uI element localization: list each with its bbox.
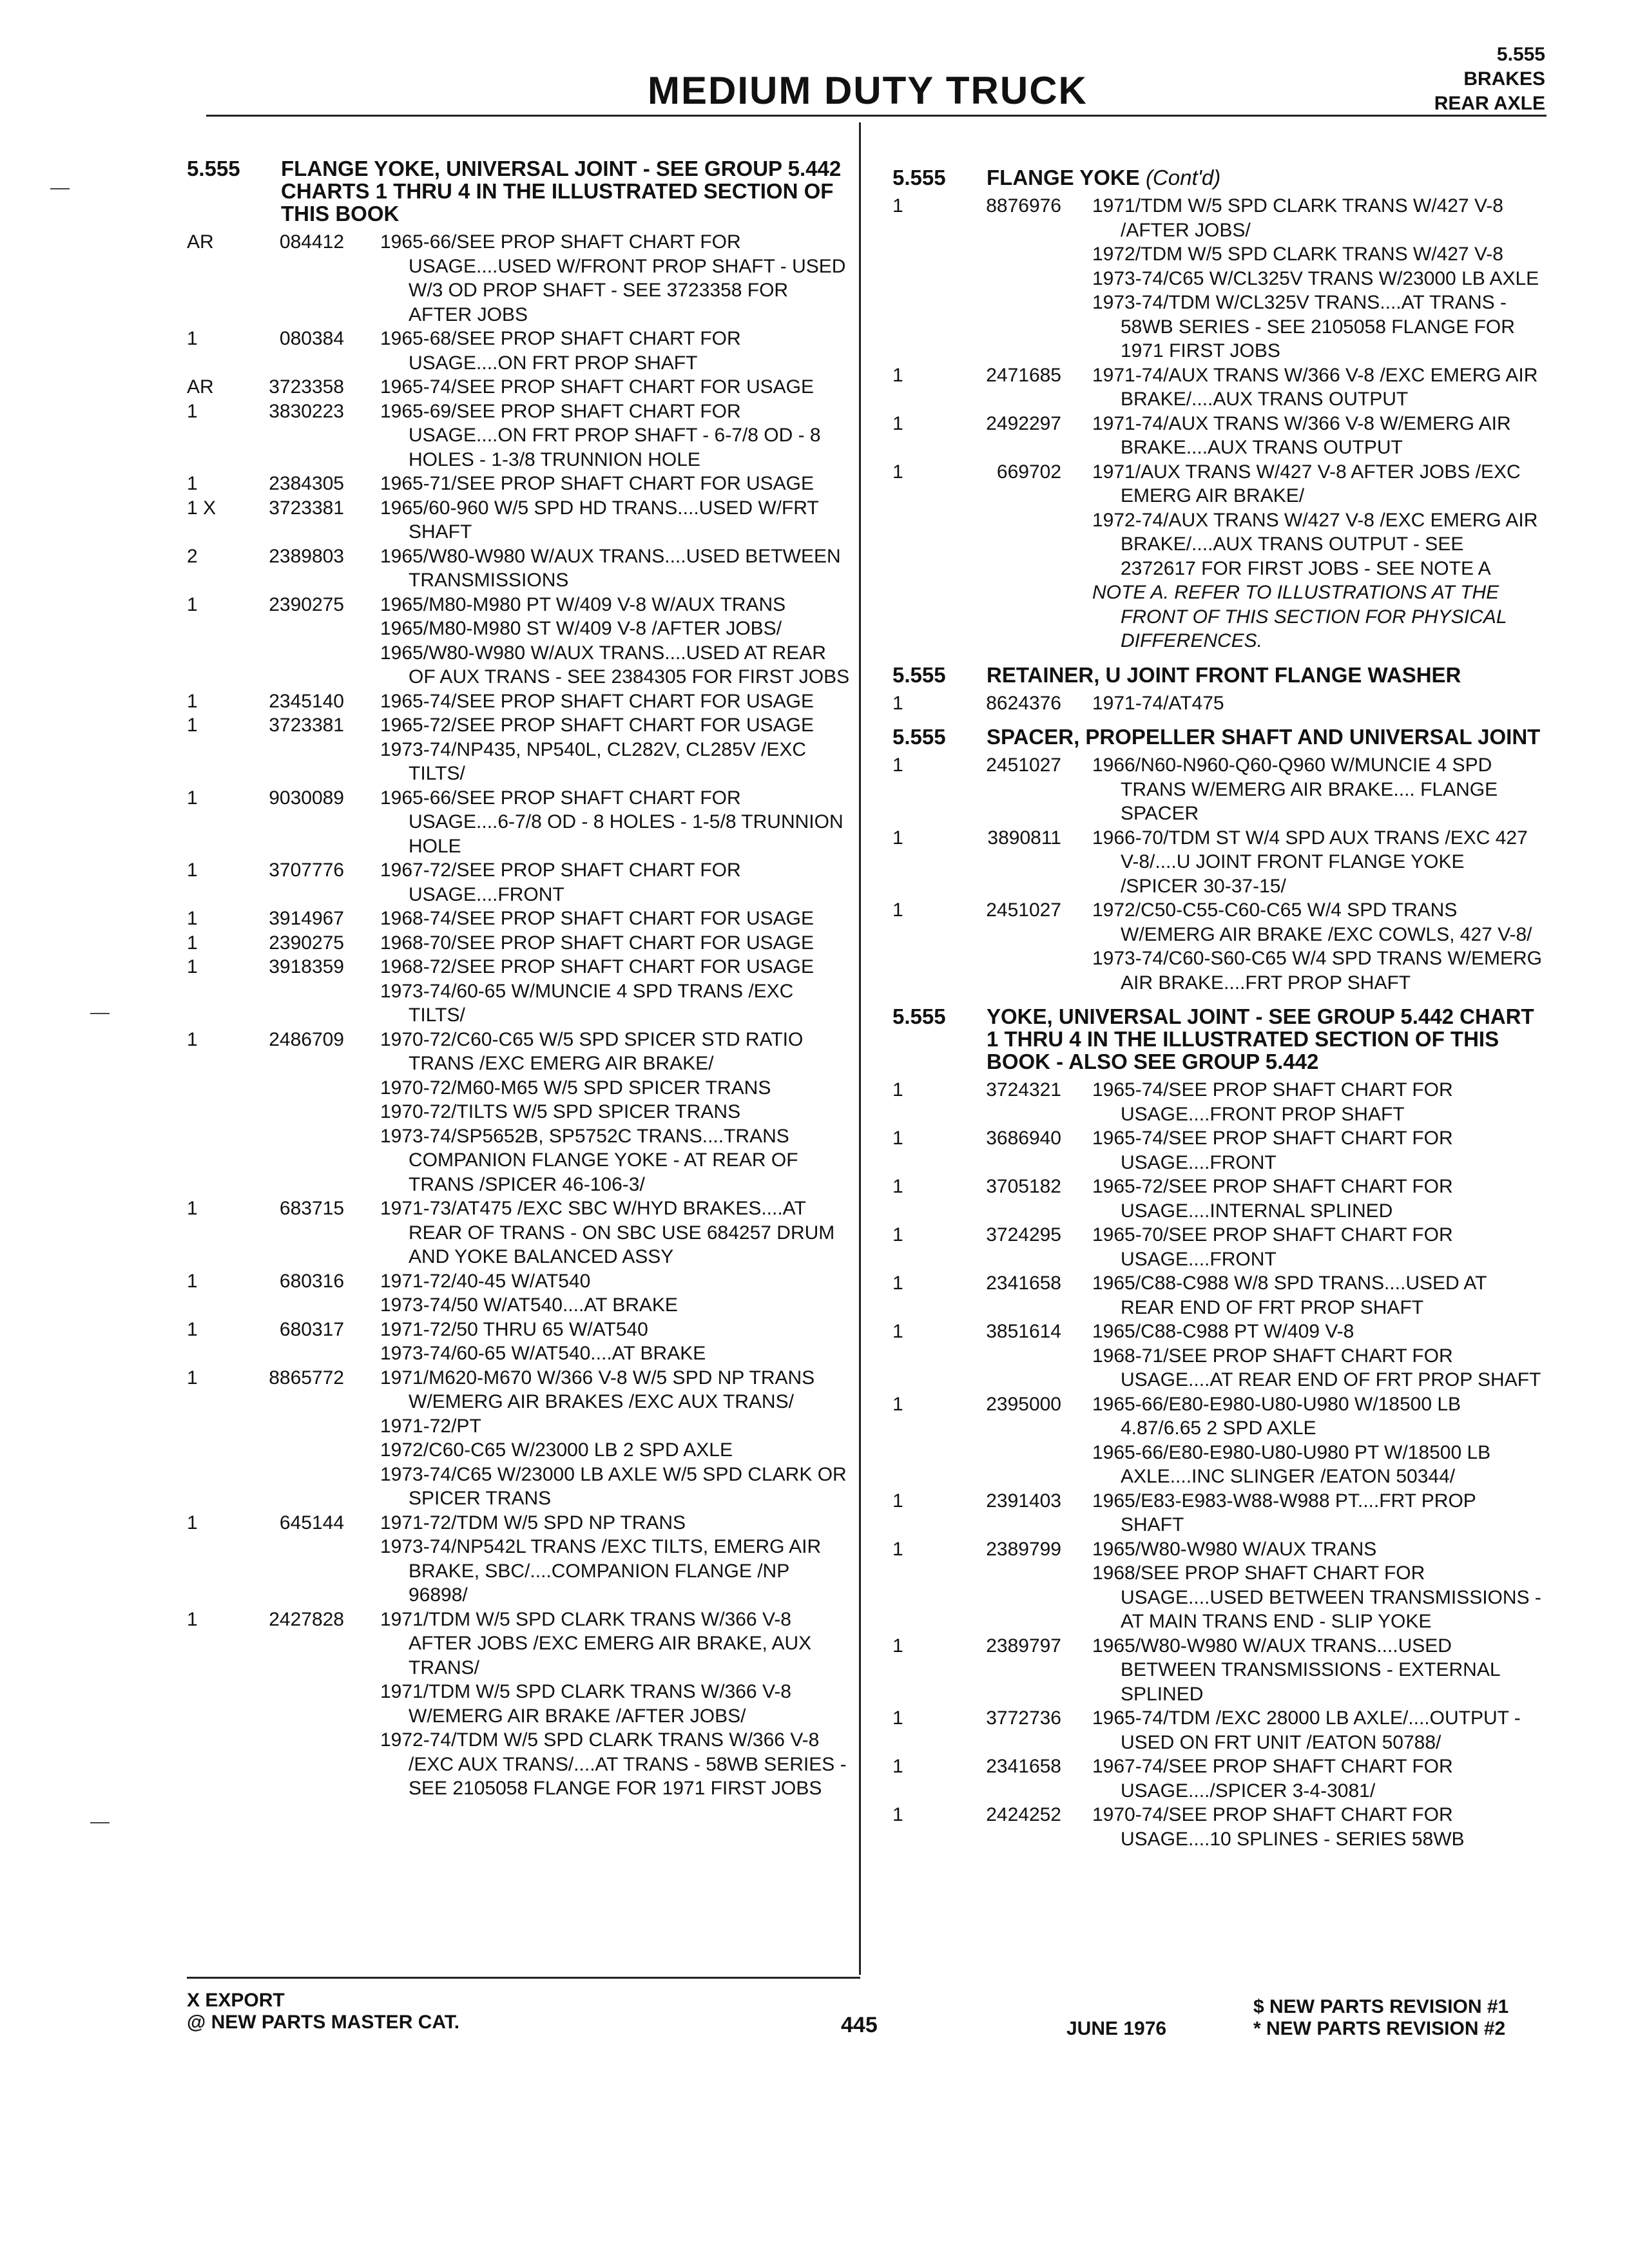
usage-line: 1968-71/SEE PROP SHAFT CHART FOR USAGE....AT REAR END OF FRT PROP SHAFT bbox=[1092, 1345, 1541, 1390]
part-number: 2486709 bbox=[269, 1028, 344, 1050]
part-entry bbox=[892, 1392, 1543, 1489]
part-number: 3851614 bbox=[986, 1321, 1061, 1342]
usage-line: 1970-72/TILTS W/5 SPD SPICER TRANS bbox=[380, 1101, 741, 1122]
part-quantity: 1 bbox=[892, 754, 903, 776]
usage-line: 1973-74/C65 W/CL325V TRANS W/23000 LB AXLE bbox=[1092, 267, 1539, 289]
usage-line: 1973-74/50 W/AT540....AT BRAKE bbox=[380, 1294, 678, 1316]
usage-line: 1971-72/50 THRU 65 W/AT540 bbox=[380, 1318, 648, 1340]
part-quantity: 1 bbox=[892, 1804, 903, 1825]
part-number: 2391403 bbox=[986, 1490, 1061, 1512]
section-title bbox=[281, 157, 851, 225]
usage-line: 1970-74/SEE PROP SHAFT CHART FOR USAGE....10 SPLINES - SERIES 58WB bbox=[1092, 1804, 1465, 1850]
part-number: 084412 bbox=[279, 231, 344, 253]
usage-line: 1971/TDM W/5 SPD CLARK TRANS W/366 V-8 W/EMERG AIR BRAKE /AFTER JOBS/ bbox=[380, 1681, 791, 1727]
part-entry bbox=[187, 399, 851, 472]
part-entry bbox=[187, 1608, 851, 1801]
part-entry bbox=[892, 1126, 1543, 1175]
part-quantity: 1 bbox=[187, 1270, 198, 1292]
usage-line: 1965-71/SEE PROP SHAFT CHART FOR USAGE bbox=[380, 473, 815, 494]
usage-line: 1965/W80-W980 W/AUX TRANS....USED BETWEEN TRANSMISSIONS bbox=[380, 545, 841, 591]
part-number: 9030089 bbox=[269, 787, 344, 809]
part-quantity: 1 bbox=[892, 1321, 903, 1342]
part-entry bbox=[187, 786, 851, 859]
part-number: 680317 bbox=[279, 1318, 344, 1340]
section-subtitle: (Cont'd) bbox=[1145, 166, 1221, 189]
part-entry bbox=[187, 1196, 851, 1269]
part-number: 3724295 bbox=[986, 1224, 1061, 1245]
usage-line: 1970-72/M60-M65 W/5 SPD SPICER TRANS bbox=[380, 1077, 771, 1099]
part-number: 2390275 bbox=[269, 593, 344, 615]
part-quantity: 2 bbox=[187, 545, 198, 567]
part-number: 3707776 bbox=[269, 860, 344, 881]
usage-line: 1971-72/TDM W/5 SPD NP TRANS bbox=[380, 1512, 686, 1533]
usage-line: 1972/C50-C55-C60-C65 W/4 SPD TRANS W/EMERG AIR BRAKE /EXC COWLS, 427 V-8/ bbox=[1092, 899, 1532, 945]
part-number: 8876976 bbox=[986, 195, 1061, 216]
usage-line: 1967-72/SEE PROP SHAFT CHART FOR USAGE....FRONT bbox=[380, 860, 741, 905]
part-number: 8865772 bbox=[269, 1367, 344, 1389]
part-quantity: 1 bbox=[187, 715, 198, 736]
part-entry bbox=[892, 753, 1543, 826]
part-quantity: 1 bbox=[187, 787, 198, 809]
column-divider bbox=[859, 122, 861, 1975]
part-quantity: 1 bbox=[892, 1635, 903, 1657]
usage-line: 1971-72/PT bbox=[380, 1415, 481, 1437]
part-quantity: 1 bbox=[187, 1512, 198, 1533]
usage-line: 1965/60-960 W/5 SPD HD TRANS....USED W/FRT SHAFT bbox=[380, 497, 819, 543]
revision-2: * NEW PARTS REVISION #2 bbox=[1253, 2018, 1506, 2039]
part-entry bbox=[187, 858, 851, 907]
part-entry bbox=[187, 1366, 851, 1511]
part-quantity: 1 bbox=[892, 1273, 903, 1294]
part-number: 2341658 bbox=[986, 1756, 1061, 1777]
usage-line: 1973-74/NP542L TRANS /EXC TILTS, EMERG AIR BRAKE, SBC/....COMPANION FLANGE /NP 96898/ bbox=[380, 1536, 822, 1606]
usage-line: 1965-72/SEE PROP SHAFT CHART FOR USAGE bbox=[380, 715, 815, 736]
part-quantity: 1 bbox=[187, 1198, 198, 1219]
part-entry bbox=[892, 1175, 1543, 1223]
part-entry bbox=[892, 1634, 1543, 1707]
footer-divider bbox=[187, 1977, 860, 1979]
section-heading bbox=[892, 664, 1543, 686]
part-quantity: 1 bbox=[892, 1224, 903, 1245]
usage-line: 1968/SEE PROP SHAFT CHART FOR USAGE....USED BETWEEN TRANSMISSIONS - AT MAIN TRANS END - SLIP YOKE bbox=[1092, 1562, 1541, 1632]
usage-line: 1970-72/C60-C65 W/5 SPD SPICER STD RATIO TRANS /EXC EMERG AIR BRAKE/ bbox=[380, 1028, 804, 1074]
usage-line: 1971/TDM W/5 SPD CLARK TRANS W/427 V-8 /AFTER JOBS/ bbox=[1092, 195, 1503, 241]
section-number: 5.555 bbox=[892, 725, 946, 749]
usage-line: 1973-74/60-65 W/MUNCIE 4 SPD TRANS /EXC TILTS/ bbox=[380, 980, 794, 1026]
usage-line: 1971/TDM W/5 SPD CLARK TRANS W/366 V-8 AFTER JOBS /EXC EMERG AIR BRAKE, AUX TRANS/ bbox=[380, 1608, 812, 1678]
part-entry bbox=[892, 1706, 1543, 1754]
part-number: 3723358 bbox=[269, 376, 344, 398]
part-entry bbox=[187, 1269, 851, 1318]
usage-line: 1971-74/AUX TRANS W/366 V-8 W/EMERG AIR BRAKE....AUX TRANS OUTPUT bbox=[1092, 412, 1511, 458]
usage-line: 1973-74/NP435, NP540L, CL282V, CL285V /EXC TILTS/ bbox=[380, 738, 807, 784]
usage-line: 1972-74/TDM W/5 SPD CLARK TRANS W/366 V-8 /EXC AUX TRANS/....AT TRANS - 58WB SERIES - SEE 2105058 FLANGE FOR 1971 FIRST JOBS bbox=[380, 1729, 847, 1799]
section-sub: REAR AXLE bbox=[1434, 93, 1545, 114]
part-entry bbox=[892, 1803, 1543, 1851]
part-entry bbox=[892, 1320, 1543, 1392]
section-heading bbox=[187, 157, 851, 225]
part-quantity: 1 bbox=[187, 328, 198, 349]
part-quantity: 1 bbox=[892, 1538, 903, 1560]
part-quantity: AR bbox=[187, 376, 214, 398]
part-number: 2390275 bbox=[269, 932, 344, 954]
part-entry bbox=[187, 931, 851, 956]
part-number: 3772736 bbox=[986, 1707, 1061, 1729]
part-quantity: 1 bbox=[892, 827, 903, 849]
section-title bbox=[987, 664, 1543, 686]
usage-line: 1965-66/E80-E980-U80-U980 W/18500 LB 4.87/6.65 2 SPD AXLE bbox=[1092, 1393, 1461, 1439]
usage-line: 1967-74/SEE PROP SHAFT CHART FOR USAGE..../SPICER 3-4-3081/ bbox=[1092, 1756, 1453, 1802]
part-entry bbox=[187, 955, 851, 1028]
revision-legend bbox=[1253, 1996, 1509, 2040]
section-title-text: YOKE, UNIVERSAL JOINT - SEE GROUP 5.442 CHART 1 THRU 4 IN THE ILLUSTRATED SECTION OF THIS BOOK - ALSO SEE GROUP 5.442 bbox=[987, 1004, 1534, 1073]
part-quantity: 1 bbox=[187, 593, 198, 615]
part-number: 2451027 bbox=[986, 899, 1061, 921]
part-entry bbox=[892, 898, 1543, 995]
part-quantity: 1 bbox=[187, 1028, 198, 1050]
section-title bbox=[987, 726, 1543, 748]
revision-1: $ NEW PARTS REVISION #1 bbox=[1253, 1996, 1509, 2017]
part-entry bbox=[187, 1511, 851, 1608]
section-title-text: FLANGE YOKE bbox=[987, 166, 1140, 189]
section-heading bbox=[892, 1005, 1543, 1073]
part-quantity: 1 bbox=[187, 860, 198, 881]
usage-note: NOTE A. REFER TO ILLUSTRATIONS AT THE FRONT OF THIS SECTION FOR PHYSICAL DIFFERENCES. bbox=[1092, 582, 1507, 651]
section-number: 5.555 bbox=[1496, 44, 1545, 65]
section-number: 5.555 bbox=[892, 662, 946, 687]
part-quantity: 1 bbox=[892, 1756, 903, 1777]
usage-line: 1965-74/SEE PROP SHAFT CHART FOR USAGE....FRONT bbox=[1092, 1128, 1453, 1173]
part-number: 3830223 bbox=[269, 400, 344, 422]
part-number: 3890811 bbox=[987, 827, 1061, 849]
part-number: 3705182 bbox=[986, 1176, 1061, 1197]
part-quantity: 1 bbox=[892, 1393, 903, 1415]
part-entry bbox=[892, 363, 1543, 412]
part-entry bbox=[187, 544, 851, 593]
section-number: 5.555 bbox=[892, 1004, 946, 1028]
usage-line: 1965/M80-M980 ST W/409 V-8 /AFTER JOBS/ bbox=[380, 618, 782, 639]
section-heading bbox=[892, 726, 1543, 748]
part-entry bbox=[187, 907, 851, 931]
margin-mark bbox=[50, 188, 70, 189]
part-quantity: 1 bbox=[892, 1707, 903, 1729]
part-entry bbox=[187, 713, 851, 786]
page-number: 445 bbox=[841, 2013, 878, 2037]
part-number: 3918359 bbox=[269, 956, 344, 977]
part-quantity: 1 bbox=[892, 195, 903, 216]
part-entry bbox=[892, 691, 1543, 716]
left-column bbox=[187, 157, 851, 1801]
usage-line: 1971-74/AUX TRANS W/366 V-8 /EXC EMERG AIR BRAKE/....AUX TRANS OUTPUT bbox=[1092, 364, 1538, 410]
part-number: 2451027 bbox=[986, 754, 1061, 776]
part-entry bbox=[892, 460, 1543, 653]
part-number: 680316 bbox=[279, 1270, 344, 1292]
part-quantity: 1 bbox=[187, 1318, 198, 1340]
part-entry bbox=[892, 1223, 1543, 1271]
part-number: 669702 bbox=[996, 461, 1061, 483]
usage-line: 1971-74/AT475 bbox=[1092, 692, 1224, 714]
part-number: 2492297 bbox=[986, 412, 1061, 434]
part-quantity: 1 bbox=[892, 1176, 903, 1197]
section-name: BRAKES bbox=[1463, 68, 1545, 90]
section-identifier bbox=[1434, 43, 1545, 116]
part-number: 683715 bbox=[279, 1198, 344, 1219]
part-quantity: 1 X bbox=[187, 497, 217, 519]
section-number: 5.555 bbox=[892, 166, 946, 189]
part-number: 3686940 bbox=[986, 1128, 1061, 1149]
usage-line: 1965-74/SEE PROP SHAFT CHART FOR USAGE bbox=[380, 690, 815, 712]
part-number: 3724321 bbox=[986, 1079, 1061, 1100]
part-number: 3723381 bbox=[269, 715, 344, 736]
margin-mark bbox=[90, 1013, 110, 1014]
part-entry bbox=[892, 1754, 1543, 1803]
part-entry bbox=[892, 1489, 1543, 1537]
usage-line: 1971/M620-M670 W/366 V-8 W/5 SPD NP TRANS W/EMERG AIR BRAKES /EXC AUX TRANS/ bbox=[380, 1367, 815, 1412]
part-quantity: 1 bbox=[892, 692, 903, 714]
usage-line: 1965/W80-W980 W/AUX TRANS bbox=[1092, 1538, 1377, 1560]
usage-line: 1973-74/SP5652B, SP5752C TRANS....TRANS COMPANION FLANGE YOKE - AT REAR OF TRANS /SPICER 46-106-3/ bbox=[380, 1125, 798, 1195]
part-number: 2384305 bbox=[269, 473, 344, 494]
part-quantity: 1 bbox=[892, 412, 903, 434]
part-entry bbox=[187, 1028, 851, 1197]
usage-line: 1965-69/SEE PROP SHAFT CHART FOR USAGE....ON FRT PROP SHAFT - 6-7/8 OD - 8 HOLES - 1-3/8 TRUNNION HOLE bbox=[380, 400, 821, 470]
right-column bbox=[892, 166, 1543, 1851]
part-quantity: 1 bbox=[187, 908, 198, 929]
part-quantity: 1 bbox=[187, 400, 198, 422]
section-title-text: SPACER, PROPELLER SHAFT AND UNIVERSAL JOINT bbox=[987, 725, 1541, 749]
part-entry bbox=[187, 689, 851, 714]
part-quantity: 1 bbox=[892, 364, 903, 386]
part-entry bbox=[187, 375, 851, 399]
part-number: 3914967 bbox=[269, 908, 344, 929]
part-entry bbox=[187, 230, 851, 327]
usage-line: 1966/N60-N960-Q60-Q960 W/MUNCIE 4 SPD TRANS W/EMERG AIR BRAKE.... FLANGE SPACER bbox=[1092, 754, 1498, 824]
usage-line: 1966-70/TDM ST W/4 SPD AUX TRANS /EXC 427 V-8/....U JOINT FRONT FLANGE YOKE /SPICER 30-37-15/ bbox=[1092, 827, 1528, 897]
part-entry bbox=[892, 826, 1543, 899]
part-number: 645144 bbox=[279, 1512, 344, 1533]
usage-line: 1965-74/SEE PROP SHAFT CHART FOR USAGE bbox=[380, 376, 815, 398]
part-quantity: 1 bbox=[187, 1367, 198, 1389]
part-quantity: AR bbox=[187, 231, 214, 253]
page-title: MEDIUM DUTY TRUCK bbox=[648, 69, 1088, 112]
usage-line: 1965-66/SEE PROP SHAFT CHART FOR USAGE....USED W/FRONT PROP SHAFT - USED W/3 OD PROP SHAFT - SEE 3723358 FOR AFTER JOBS bbox=[380, 231, 846, 325]
part-entry bbox=[187, 496, 851, 544]
part-number: 2341658 bbox=[986, 1273, 1061, 1294]
section-title bbox=[987, 166, 1543, 189]
section-title bbox=[987, 1005, 1543, 1073]
part-number: 080384 bbox=[279, 328, 344, 349]
section-heading bbox=[892, 166, 1543, 189]
part-quantity: 1 bbox=[187, 932, 198, 954]
publication-date: JUNE 1976 bbox=[1066, 2018, 1167, 2039]
usage-line: 1971-72/40-45 W/AT540 bbox=[380, 1270, 591, 1292]
usage-line: 1972/C60-C65 W/23000 LB 2 SPD AXLE bbox=[380, 1439, 733, 1461]
part-quantity: 1 bbox=[187, 473, 198, 494]
header-divider bbox=[206, 115, 1547, 117]
legend-master: @ NEW PARTS MASTER CAT. bbox=[187, 2012, 460, 2033]
usage-line: 1972-74/AUX TRANS W/427 V-8 /EXC EMERG AIR BRAKE/....AUX TRANS OUTPUT - SEE 2372617 FOR FIRST JOBS - SEE NOTE A bbox=[1092, 509, 1538, 579]
usage-line: 1968-72/SEE PROP SHAFT CHART FOR USAGE bbox=[380, 956, 815, 977]
usage-line: 1965/W80-W980 W/AUX TRANS....USED BETWEEN TRANSMISSIONS - EXTERNAL SPLINED bbox=[1092, 1635, 1500, 1705]
section-number: 5.555 bbox=[187, 157, 240, 180]
usage-line: 1965-70/SEE PROP SHAFT CHART FOR USAGE....FRONT bbox=[1092, 1224, 1453, 1270]
part-entry bbox=[187, 593, 851, 689]
part-quantity: 1 bbox=[187, 1608, 198, 1630]
part-number: 2395000 bbox=[986, 1393, 1061, 1415]
part-entry bbox=[892, 412, 1543, 460]
part-number: 3723381 bbox=[269, 497, 344, 519]
footer-legend bbox=[187, 1990, 459, 2033]
part-quantity: 1 bbox=[892, 461, 903, 483]
part-number: 8624376 bbox=[986, 692, 1061, 714]
usage-line: 1971/AUX TRANS W/427 V-8 AFTER JOBS /EXC EMERG AIR BRAKE/ bbox=[1092, 461, 1521, 506]
part-number: 2389799 bbox=[986, 1538, 1061, 1560]
part-entry bbox=[892, 1271, 1543, 1320]
part-entry bbox=[892, 194, 1543, 363]
usage-line: 1965/C88-C988 PT W/409 V-8 bbox=[1092, 1321, 1354, 1342]
usage-line: 1965/W80-W980 W/AUX TRANS....USED AT REAR OF AUX TRANS - SEE 2384305 FOR FIRST JOBS bbox=[380, 642, 850, 687]
section-title-text: FLANGE YOKE, UNIVERSAL JOINT - SEE GROUP 5.442 CHARTS 1 THRU 4 IN THE ILLUSTRATED SECTION OF THIS BOOK bbox=[281, 157, 842, 226]
part-number: 2345140 bbox=[269, 690, 344, 712]
usage-line: 1972/TDM W/5 SPD CLARK TRANS W/427 V-8 bbox=[1092, 244, 1503, 265]
usage-line: 1965/M80-M980 PT W/409 V-8 W/AUX TRANS bbox=[380, 593, 786, 615]
section-title-text: RETAINER, U JOINT FRONT FLANGE WASHER bbox=[987, 662, 1461, 687]
part-number: 2471685 bbox=[986, 364, 1061, 386]
usage-line: 1965-68/SEE PROP SHAFT CHART FOR USAGE....ON FRT PROP SHAFT bbox=[380, 328, 741, 374]
part-entry bbox=[187, 1318, 851, 1366]
usage-line: 1971-73/AT475 /EXC SBC W/HYD BRAKES....AT REAR OF TRANS - ON SBC USE 684257 DRUM AND YOKE BALANCED ASSY bbox=[380, 1198, 835, 1267]
usage-line: 1973-74/60-65 W/AT540....AT BRAKE bbox=[380, 1343, 706, 1364]
part-quantity: 1 bbox=[892, 899, 903, 921]
part-quantity: 1 bbox=[892, 1128, 903, 1149]
part-entry bbox=[892, 1537, 1543, 1634]
usage-line: 1965/C88-C988 W/8 SPD TRANS....USED AT REAR END OF FRT PROP SHAFT bbox=[1092, 1273, 1487, 1318]
margin-mark bbox=[90, 1822, 110, 1823]
part-entry bbox=[187, 327, 851, 375]
part-quantity: 1 bbox=[892, 1490, 903, 1512]
part-number: 2389803 bbox=[269, 545, 344, 567]
usage-line: 1973-74/C60-S60-C65 W/4 SPD TRANS W/EMERG AIR BRAKE....FRT PROP SHAFT bbox=[1092, 948, 1543, 994]
part-quantity: 1 bbox=[892, 1079, 903, 1100]
legend-export: X EXPORT bbox=[187, 1990, 285, 2011]
usage-line: 1965-72/SEE PROP SHAFT CHART FOR USAGE....INTERNAL SPLINED bbox=[1092, 1176, 1453, 1222]
usage-line: 1965/E83-E983-W88-W988 PT....FRT PROP SHAFT bbox=[1092, 1490, 1476, 1535]
part-number: 2424252 bbox=[986, 1804, 1061, 1825]
usage-line: 1965-66/SEE PROP SHAFT CHART FOR USAGE....6-7/8 OD - 8 HOLES - 1-5/8 TRUNNION HOLE bbox=[380, 787, 843, 857]
part-number: 2389797 bbox=[986, 1635, 1061, 1657]
usage-line: 1965-66/E80-E980-U80-U980 PT W/18500 LB AXLE....INC SLINGER /EATON 50344/ bbox=[1092, 1441, 1491, 1487]
part-number: 2427828 bbox=[269, 1608, 344, 1630]
part-entry bbox=[187, 472, 851, 496]
usage-line: 1968-74/SEE PROP SHAFT CHART FOR USAGE bbox=[380, 908, 815, 929]
usage-line: 1973-74/TDM W/CL325V TRANS....AT TRANS - 58WB SERIES - SEE 2105058 FLANGE FOR 1971 FIRST JOBS bbox=[1092, 292, 1515, 361]
part-entry bbox=[892, 1078, 1543, 1126]
usage-line: 1965-74/TDM /EXC 28000 LB AXLE/....OUTPUT - USED ON FRT UNIT /EATON 50788/ bbox=[1092, 1707, 1521, 1753]
usage-line: 1968-70/SEE PROP SHAFT CHART FOR USAGE bbox=[380, 932, 815, 954]
usage-line: 1965-74/SEE PROP SHAFT CHART FOR USAGE....FRONT PROP SHAFT bbox=[1092, 1079, 1453, 1125]
usage-line: 1973-74/C65 W/23000 LB AXLE W/5 SPD CLARK OR SPICER TRANS bbox=[380, 1463, 847, 1509]
part-quantity: 1 bbox=[187, 956, 198, 977]
part-quantity: 1 bbox=[187, 690, 198, 712]
